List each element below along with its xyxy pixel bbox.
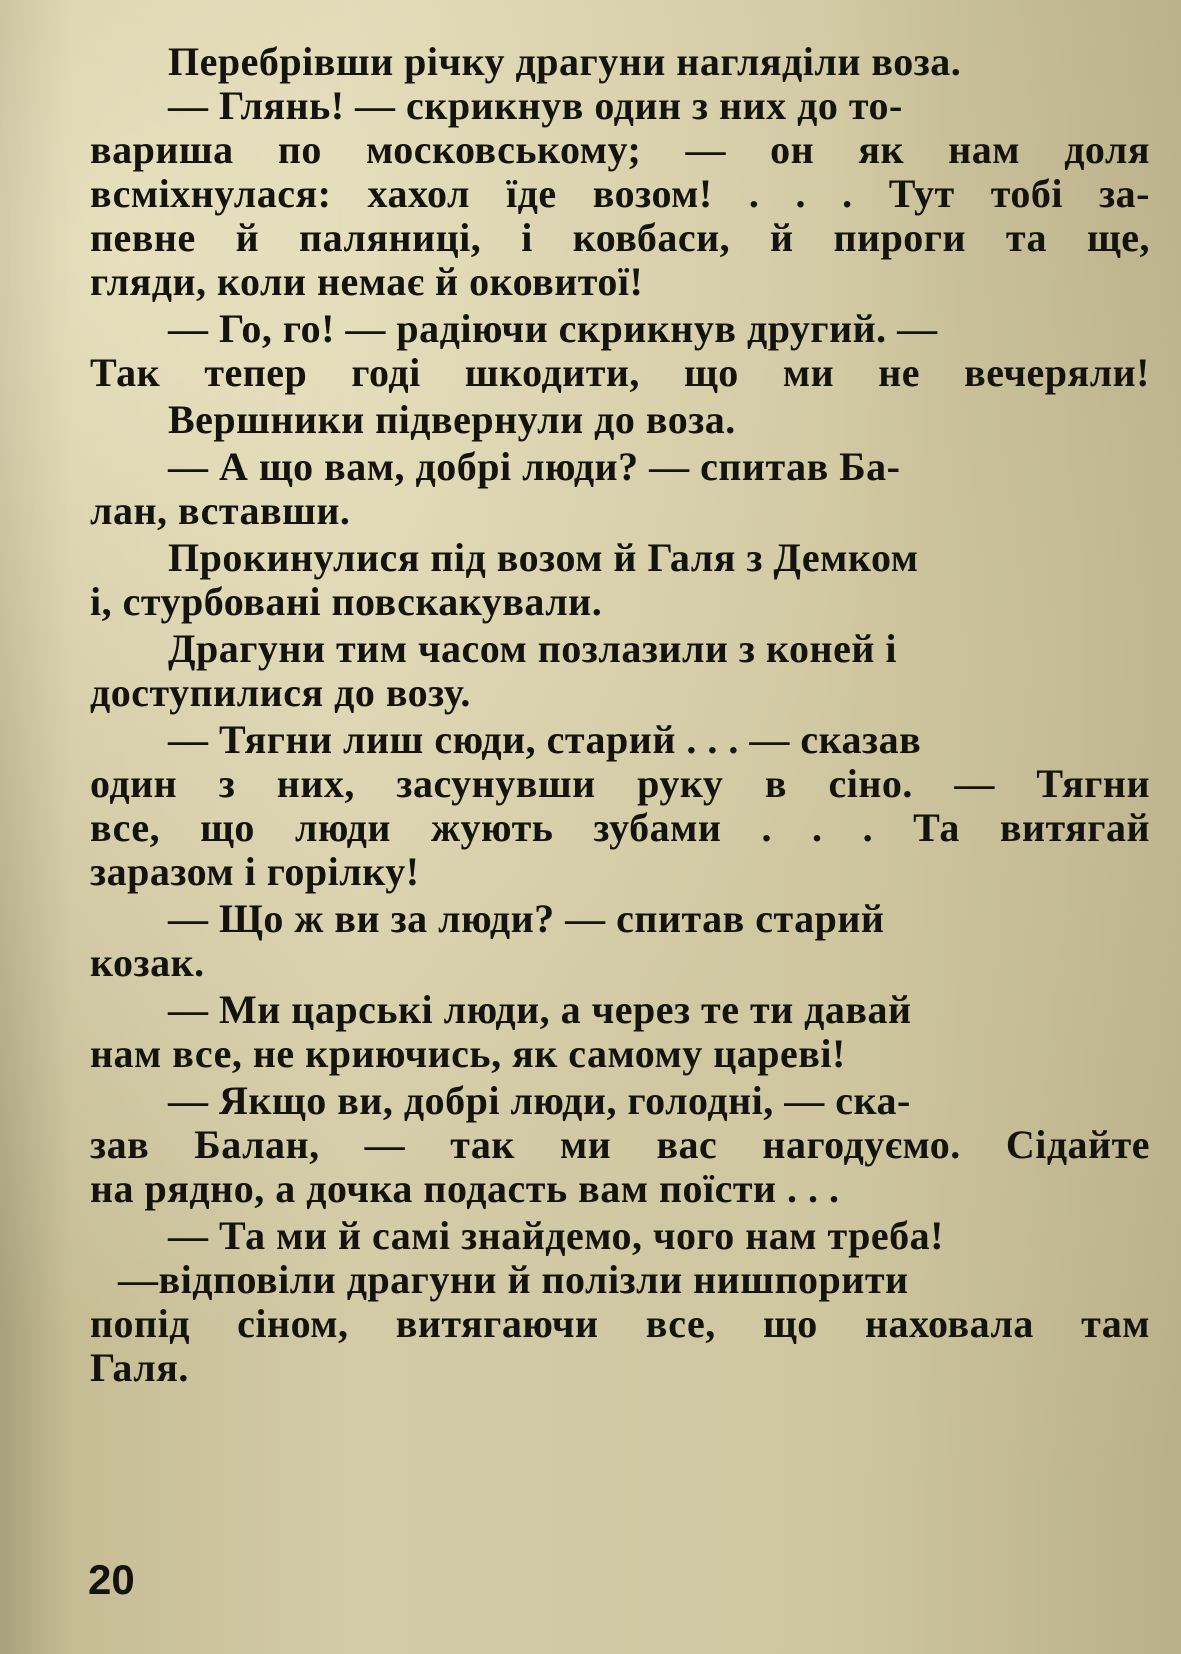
text-line: Галя. bbox=[90, 1345, 189, 1390]
text-line: Так тепер годі шкодити, що ми не вечеряли! bbox=[90, 351, 1150, 395]
text-line: лан, вставши. bbox=[90, 488, 351, 533]
text-line: — Го, го! — радіючи скрикнув другий. — bbox=[168, 306, 938, 351]
text-line: Прокинулися під возом й Галя з Демком bbox=[168, 535, 919, 580]
text-line: певне й паляниці, і ковбаси, й пироги та ще, bbox=[90, 216, 1150, 260]
text-line: — Якщо ви, добрі люди, голодні, — ска- bbox=[168, 1078, 911, 1123]
text-line: — Тягни лиш сюди, старий . . . — сказав bbox=[168, 717, 922, 762]
text-line: — А що вам, добрі люди? — спитав Ба- bbox=[168, 444, 901, 489]
text-line: — Глянь! — скрикнув один з них до то- bbox=[168, 83, 903, 128]
text-line: Перебрівши річку драгуни нагляділи воза. bbox=[168, 39, 962, 84]
text-line: Вершники підвернули до воза. bbox=[168, 397, 736, 442]
text-line: заразом і горілку! bbox=[90, 849, 420, 894]
text-line: доступилися до возу. bbox=[90, 670, 471, 715]
text-line: зав Балан, — так ми вас нагодуємо. Сідайте bbox=[90, 1123, 1150, 1167]
text-line: козак. bbox=[90, 940, 205, 985]
text-line: все, що люди жують зубами . . . Та витягай bbox=[90, 806, 1150, 850]
text-line: Драгуни тим часом позлазили з коней і bbox=[168, 626, 897, 671]
text-line: вариша по московському; — он як нам доля bbox=[90, 128, 1150, 172]
text-line: —відповіли драгуни й полізли нишпорити bbox=[118, 1257, 909, 1302]
text-line: і, стурбовані повскакували. bbox=[90, 579, 603, 624]
text-line: нам все, не криючись, як самому цареві! bbox=[90, 1031, 846, 1076]
text-line: — Що ж ви за люди? — спитав старий bbox=[168, 896, 885, 941]
text-line: — Та ми й самі знайдемо, чого нам треба! bbox=[168, 1213, 944, 1258]
text-line: гляди, коли немає й оковитої! bbox=[90, 259, 644, 304]
text-line: — Ми царські люди, а через те ти давай bbox=[168, 987, 912, 1032]
text-line: попід сіном, витягаючи все, що наховала там bbox=[90, 1302, 1150, 1346]
page-number: 20 bbox=[88, 1556, 135, 1603]
text-line: всміхнулася: хахол їде возом! . . . Тут тобі за- bbox=[90, 172, 1150, 216]
page-body-text bbox=[90, 40, 1150, 1390]
text-line: на рядно, а дочка подасть вам поїсти . . . bbox=[90, 1166, 840, 1211]
text-line: один з них, засунувши руку в сіно. — Тягни bbox=[90, 762, 1150, 806]
